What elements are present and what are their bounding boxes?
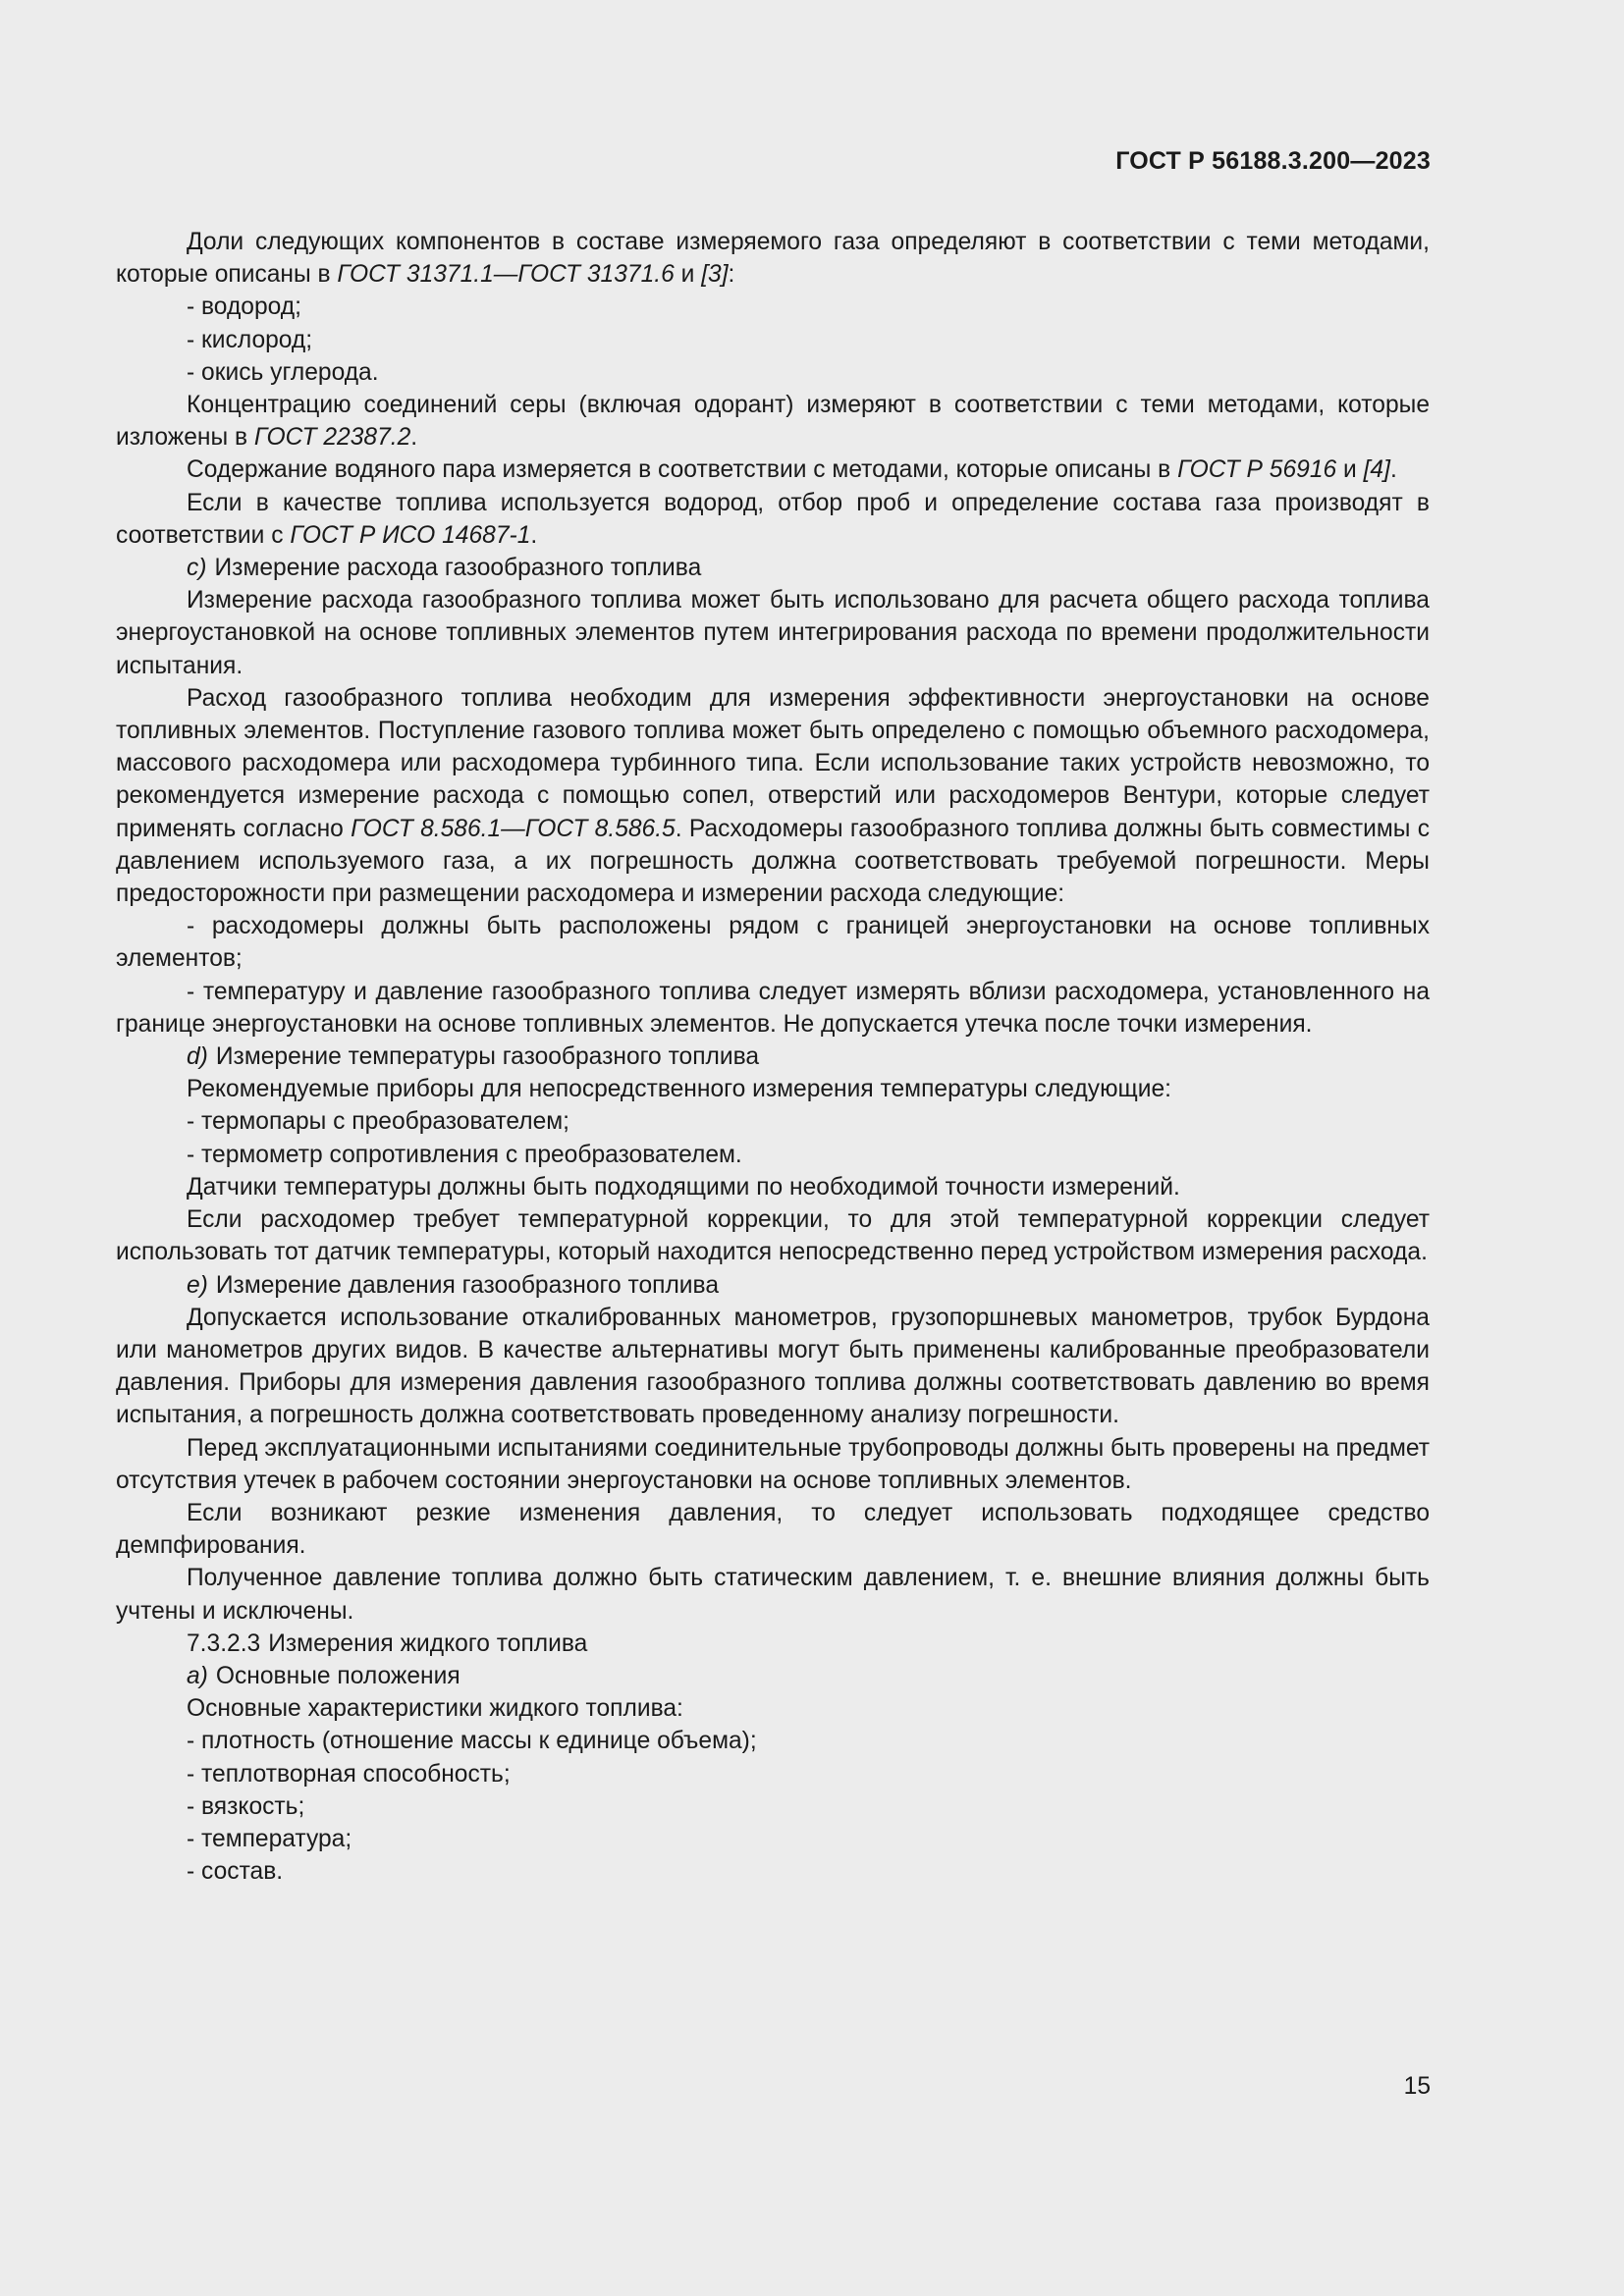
- document-body: [116, 226, 1430, 1888]
- paragraph-static-pressure: Полученное давление топлива должно быть статическим давлением, т. е. внешние влияния должны быть учтены и исключены.: [116, 1565, 1430, 1625]
- text-span: Концентрацию соединений серы (включая одорант) измеряют в соответствии с теми методами, которые изложены в: [116, 392, 1430, 452]
- paragraph-pressure-devices: Допускается использование откалиброванных манометров, грузопоршневых манометров, трубок Бурдона или манометров других видов. В качестве альтернативы могут быть применены калиброванные преобразователи давления. Приборы для измерения давления газообразного топлива должны соответствовать давлению во время испытания, а погрешность должна соответствовать проведенному анализу погрешности.: [116, 1304, 1430, 1429]
- paragraph-water-vapor: [116, 454, 1430, 486]
- document-number-header: ГОСТ Р 56188.3.200—2023: [1115, 147, 1431, 175]
- standard-reference: ГОСТ Р 56916: [1177, 456, 1337, 484]
- text-span: Содержание водяного пара измеряется в соответствии с методами, которые описаны в: [187, 456, 1178, 484]
- section-number: 7.3.2.3: [187, 1629, 261, 1657]
- list-item: - температура;: [187, 1825, 352, 1852]
- subsection-heading-e: [116, 1269, 1430, 1302]
- list-item: - состав.: [187, 1858, 284, 1886]
- list-marker: a): [187, 1662, 208, 1689]
- list-item: - водород;: [187, 294, 301, 321]
- subsection-heading-d: [116, 1041, 1430, 1073]
- list-item: - вязкость;: [187, 1792, 305, 1820]
- paragraph-temperature-sensors: Датчики температуры должны быть подходящими по необходимой точности измерений.: [187, 1173, 1180, 1201]
- list-item: - термометр сопротивления с преобразователем.: [187, 1141, 742, 1168]
- list-item: - температуру и давление газообразного топлива следует измерять вблизи расходомера, установленного на границе энергоустановки на основе топливных элементов. Не допускается утечка после точки измерения.: [116, 978, 1430, 1038]
- text-span: .: [530, 521, 538, 549]
- text-span: Доли следующих компонентов в составе измеряемого газа определяют в соответствии с теми методами, которые описаны в: [116, 229, 1430, 289]
- list-item: - теплотворная способность;: [187, 1760, 511, 1788]
- standard-reference: ГОСТ 8.586.1—ГОСТ 8.586.5: [351, 815, 676, 842]
- subsection-heading-a: [116, 1660, 1430, 1692]
- text-span: Если в качестве топлива используется водород, отбор проб и определение состава газа производят в соответствии с: [116, 489, 1430, 549]
- paragraph-flow-usage: Измерение расхода газообразного топлива может быть использовано для расчета общего расхода топлива энергоустановкой на основе топливных элементов путем интегрирования расхода по времени продолжительности испытания.: [116, 587, 1430, 679]
- paragraph-temperature-devices: Рекомендуемые приборы для непосредственного измерения температуры следующие:: [187, 1076, 1172, 1103]
- paragraph-pipeline-check: Перед эксплуатационными испытаниями соединительные трубопроводы должны быть проверены на предмет отсутствия утечек в рабочем состоянии энергоустановки на основе топливных элементов.: [116, 1434, 1430, 1494]
- bibliography-reference: [3]: [701, 261, 729, 289]
- bibliography-reference: [4]: [1363, 456, 1390, 484]
- paragraph-hydrogen: [116, 487, 1430, 552]
- paragraph-liquid-characteristics: Основные характеристики жидкого топлива:: [187, 1695, 683, 1723]
- list-item: - окись углерода.: [187, 358, 379, 386]
- list-item: - расходомеры должны быть расположены рядом с границей энергоустановки на основе топливных элементов;: [116, 913, 1430, 973]
- text-span: Расход газообразного топлива необходим для измерения эффективности энергоустановки на основе топливных элементов. Поступление газового топлива может быть определено с помощью объемного расходомера, массового расходомера или расходомера турбинного типа. Если использование таких устройств невозможно, то рекомендуется измерение расхода с помощью сопел, отверстий или расходомеров Вентури, которые следует применять согласно: [116, 684, 1430, 842]
- paragraph-damping: Если возникают резкие изменения давления, то следует использовать подходящее средство демпфирования.: [116, 1499, 1430, 1560]
- text-span: . Расходомеры газообразного топлива должны быть совместимы с давлением используемого газа, а их погрешность должна соответствовать требуемой погрешности. Меры предосторожности при размещении расходомера и измерении расхода следующие:: [116, 815, 1430, 908]
- standard-reference: ГОСТ 31371.1—ГОСТ 31371.6: [337, 261, 675, 289]
- text-span: и: [1336, 456, 1364, 484]
- text-span: .: [410, 424, 418, 452]
- list-item: - плотность (отношение массы к единице объема);: [187, 1728, 757, 1755]
- text-span: .: [1389, 456, 1397, 484]
- subsection-heading-c: [116, 552, 1430, 584]
- text-span: :: [728, 261, 735, 289]
- subsection-title: Измерение температуры газообразного топлива: [215, 1043, 760, 1071]
- standard-reference: ГОСТ 22387.2: [253, 424, 411, 452]
- list-item: - термопары с преобразователем;: [187, 1108, 570, 1136]
- text-span: и: [674, 261, 702, 289]
- paragraph-temperature-correction: Если расходомер требует температурной коррекции, то для этой температурной коррекции следует использовать тот датчик температуры, который находится непосредственно перед устройством измерения расхода.: [116, 1206, 1430, 1266]
- list-item: - кислород;: [187, 326, 313, 353]
- subsection-title: Измерение расхода газообразного топлива: [214, 555, 702, 582]
- page-number: 15: [1403, 2073, 1431, 2100]
- subsection-title: Измерение давления газообразного топлива: [215, 1271, 719, 1299]
- paragraph-components: [116, 226, 1430, 291]
- list-marker: e): [187, 1271, 208, 1299]
- section-heading-7-3-2-3: [116, 1628, 1430, 1660]
- paragraph-flow-measurement: [116, 682, 1430, 910]
- subsection-title: Основные положения: [215, 1662, 460, 1689]
- list-marker: c): [187, 555, 207, 582]
- standard-reference: ГОСТ Р ИСО 14687-1: [290, 521, 531, 549]
- paragraph-sulfur: [116, 389, 1430, 454]
- list-marker: d): [187, 1043, 208, 1071]
- section-title: Измерения жидкого топлива: [268, 1629, 588, 1657]
